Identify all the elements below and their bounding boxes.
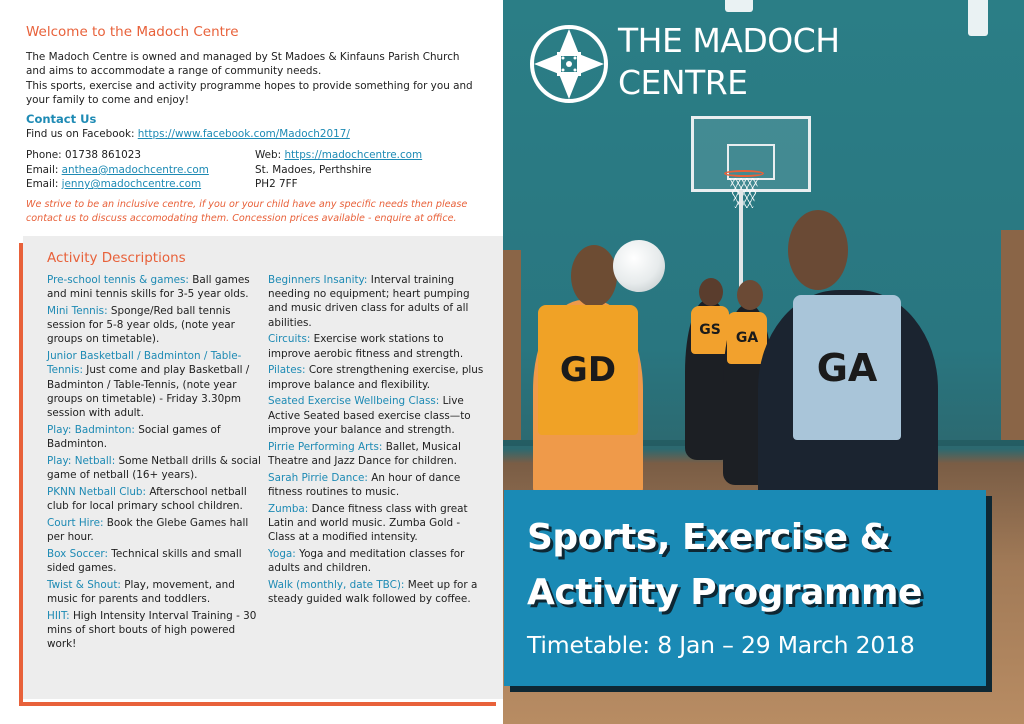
ceiling-light (725, 0, 753, 12)
inclusive-line: contact us to discuss accomodating them. Concession prices available - enquire at office. (26, 213, 457, 225)
bib-ga: GA (793, 295, 901, 440)
brand-name (618, 20, 840, 104)
activity-description: An hour of dance fitness routines to music. (268, 471, 461, 498)
activity-description: Some Netball drills & social game of netball (16+ years). (47, 454, 261, 482)
activity-description: Sponge/Red ball tennis session for 5-8 year olds, (note year groups on timetable). (47, 305, 235, 346)
activity-description: Book the Glebe Games hall per hour. (47, 516, 249, 544)
activity-name: Beginners Insanity: (268, 274, 368, 286)
activity-item (268, 273, 484, 330)
inclusive-line: We strive to be an inclusive centre, if you or your child have any specific needs then please (26, 199, 468, 211)
programme-title-line-2: Activity Programme (527, 572, 922, 613)
activity-name: Box Soccer: (47, 547, 108, 560)
activity-name: HIIT: (47, 609, 70, 622)
welcome-line: and aims to accommodate a range of community needs. (26, 65, 322, 78)
contact-details (26, 148, 491, 191)
activity-item (47, 578, 262, 606)
web-label: Web: (255, 149, 285, 162)
web-line (255, 148, 485, 162)
activity-item (47, 485, 262, 513)
activity-item (47, 304, 262, 347)
bib-ga-small: GA (727, 312, 767, 364)
player-head (788, 210, 848, 290)
activity-description: Afterschool netball club for local primary school children. (47, 485, 247, 513)
activity-name: Walk (monthly, date TBC): (268, 578, 405, 591)
activity-name: Twist & Shout: (47, 578, 121, 591)
activity-item (268, 547, 484, 575)
email-label: Email: (26, 163, 62, 176)
brand-line-2: CENTRE (618, 63, 748, 102)
activity-name: Play: Badminton: (47, 423, 135, 436)
activity-item (47, 547, 262, 575)
activity-description: Exercise work stations to improve aerobic fitness and strength. (268, 333, 464, 360)
phone-number: Phone: 01738 861023 (26, 149, 142, 162)
address-line-2: PH2 7FF (255, 178, 298, 191)
activity-name: Junior Basketball / Badminton / Table-Tennis: (47, 350, 242, 377)
activity-name: Yoga: (268, 547, 296, 560)
activity-name: Pilates: (268, 364, 306, 377)
activity-item (47, 454, 262, 482)
email-line-1 (26, 163, 255, 177)
activity-item (47, 516, 262, 544)
netball (613, 240, 665, 292)
bib-gd: GD (538, 305, 638, 435)
madoch-cross-logo-icon (529, 24, 609, 104)
activity-item (268, 578, 484, 606)
activity-item (47, 349, 262, 420)
door (1001, 230, 1024, 440)
bib-gs: GS (691, 306, 729, 354)
welcome-title: Welcome to the Madoch Centre (26, 24, 239, 40)
activity-description: Technical skills and small sided games. (47, 547, 242, 575)
programme-title (527, 510, 977, 620)
ceiling-light (968, 0, 988, 36)
email-label: Email: (26, 178, 62, 191)
activity-name: Pirrie Performing Arts: (268, 440, 383, 453)
activity-description: Meet up for a steady guided walk followed by coffee. (268, 578, 478, 606)
address-line-1: St. Madoes, Perthshire (255, 163, 372, 176)
activity-name: Play: Netball: (47, 454, 116, 467)
activity-description: Ball games and mini tennis skills for 3-5 year olds. (47, 274, 250, 301)
programme-title-box (504, 490, 986, 686)
activity-description: Core strengthening exercise, plus improve balance and flexibility. (268, 364, 484, 391)
info-column (0, 0, 503, 724)
welcome-line: your family to come and enjoy! (26, 93, 190, 106)
activity-name: Mini Tennis: (47, 305, 108, 317)
activity-description: Play, movement, and music for parents and toddlers. (47, 578, 235, 606)
activity-column-2 (268, 273, 484, 609)
welcome-line: This sports, exercise and activity programme hopes to provide something for you and (26, 79, 473, 92)
activity-item (47, 273, 262, 301)
basketball-hoop (724, 170, 764, 177)
activity-descriptions-panel (23, 236, 503, 699)
activity-description: Just come and play Basketball / Badminton / Table-Tennis, (note year groups on timetable) - Friday 3.30pm session with adult. (47, 364, 250, 420)
welcome-section (26, 24, 491, 226)
activity-name: Circuits: (268, 333, 311, 346)
welcome-line: The Madoch Centre is owned and managed by St Madoes & Kinfauns Parish Church (26, 51, 460, 63)
activity-name: PKNN Netball Club: (47, 485, 147, 498)
brand-line-1: THE MADOCH (618, 21, 840, 60)
activity-item (268, 502, 484, 545)
basketball-net (729, 178, 759, 208)
activity-description: Social games of Badminton. (47, 423, 221, 451)
contact-title: Contact Us (26, 112, 97, 127)
activity-name: Pre-school tennis & games: (47, 274, 189, 286)
activity-item (268, 471, 484, 499)
activity-item (47, 423, 262, 451)
email-link-anthea[interactable]: anthea@madochcentre.com (61, 163, 209, 176)
activity-item (268, 363, 484, 391)
activity-item (268, 394, 484, 437)
activity-description: Live Active Seated based exercise class—to improve your balance and strength. (268, 395, 471, 436)
activity-description: High Intensity Interval Training - 30 mins of short bouts of high powered work! (47, 609, 257, 651)
website-link[interactable]: https://madochcentre.com (284, 149, 423, 162)
activity-column-1 (47, 273, 262, 654)
welcome-text (26, 50, 491, 107)
email-link-jenny[interactable]: jenny@madochcentre.com (61, 178, 202, 191)
player-head (699, 278, 723, 306)
activity-name: Court Hire: (47, 516, 104, 529)
player-head (737, 280, 763, 310)
activity-description: Dance fitness class with great Latin and world music. Zumba Gold - Class at a modified intensity. (268, 502, 468, 544)
programme-title-line-1: Sports, Exercise & (527, 517, 891, 558)
facebook-link[interactable]: https://www.facebook.com/Madoch2017/ (137, 128, 350, 141)
activity-descriptions-title: Activity Descriptions (47, 250, 186, 266)
accent-bar-horizontal (19, 702, 496, 706)
player-head (571, 245, 617, 307)
activity-name: Zumba: (268, 502, 309, 515)
activity-item (47, 609, 262, 652)
door (503, 250, 521, 440)
timetable-dates: Timetable: 8 Jan – 29 March 2018 (527, 631, 915, 659)
activity-description: Ballet, Musical Theatre and Jazz Dance for children. (268, 440, 461, 467)
activity-item (268, 332, 484, 360)
facebook-line (26, 127, 491, 141)
facebook-label: Find us on Facebook: (26, 128, 138, 141)
activity-item (268, 440, 484, 468)
email-line-2 (26, 177, 255, 191)
activity-description: Interval training needing no equipment; heart pumping and music driven class for adults of all abilities. (268, 274, 470, 329)
inclusive-note (26, 198, 486, 226)
activity-name: Seated Exercise Wellbeing Class: (268, 395, 440, 408)
hero-panel (503, 0, 1024, 724)
activity-name: Sarah Pirrie Dance: (268, 471, 368, 484)
activity-description: Yoga and meditation classes for adults and children. (268, 547, 465, 575)
